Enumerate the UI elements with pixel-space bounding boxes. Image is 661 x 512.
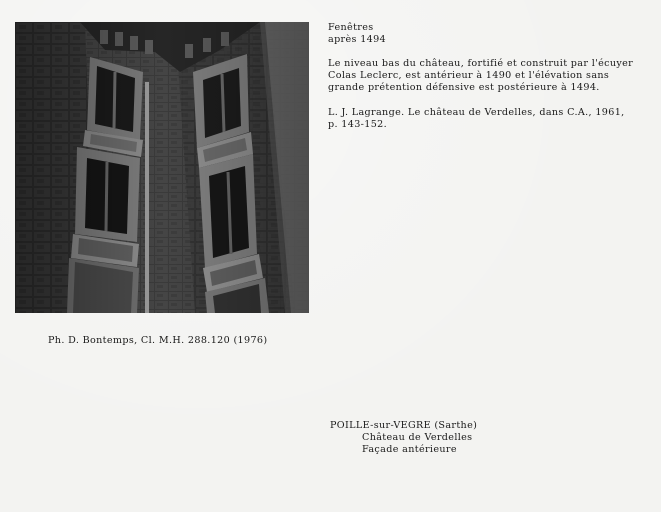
location-block xyxy=(330,420,477,456)
heading-title: Fenêtres xyxy=(328,22,374,33)
description-line: Le niveau bas du château, fortifié et construit par l'écuyer xyxy=(328,58,634,69)
location-part: Façade antérieure xyxy=(362,444,457,455)
heading-date: après 1494 xyxy=(328,34,387,45)
location-commune: POILLE-sur-VEGRE (Sarthe) xyxy=(330,420,478,431)
bibliography-block xyxy=(328,107,625,131)
photo-credit: Ph. D. Bontemps, Cl. M.H. 288.120 (1976) xyxy=(48,335,268,346)
heading-block xyxy=(328,22,386,46)
facade-photograph xyxy=(15,22,309,313)
description-block xyxy=(328,58,633,94)
bibliography-line: L. J. Lagrange. Le château de Verdelles, dans C.A., 1961, xyxy=(328,107,625,118)
description-line: grande prétention défensive est postérieure à 1494. xyxy=(328,82,600,93)
location-building: Château de Verdelles xyxy=(362,432,473,443)
bibliography-line: p. 143-152. xyxy=(328,119,388,130)
description-line: Colas Leclerc, est antérieur à 1490 et l'élévation sans xyxy=(328,70,610,81)
